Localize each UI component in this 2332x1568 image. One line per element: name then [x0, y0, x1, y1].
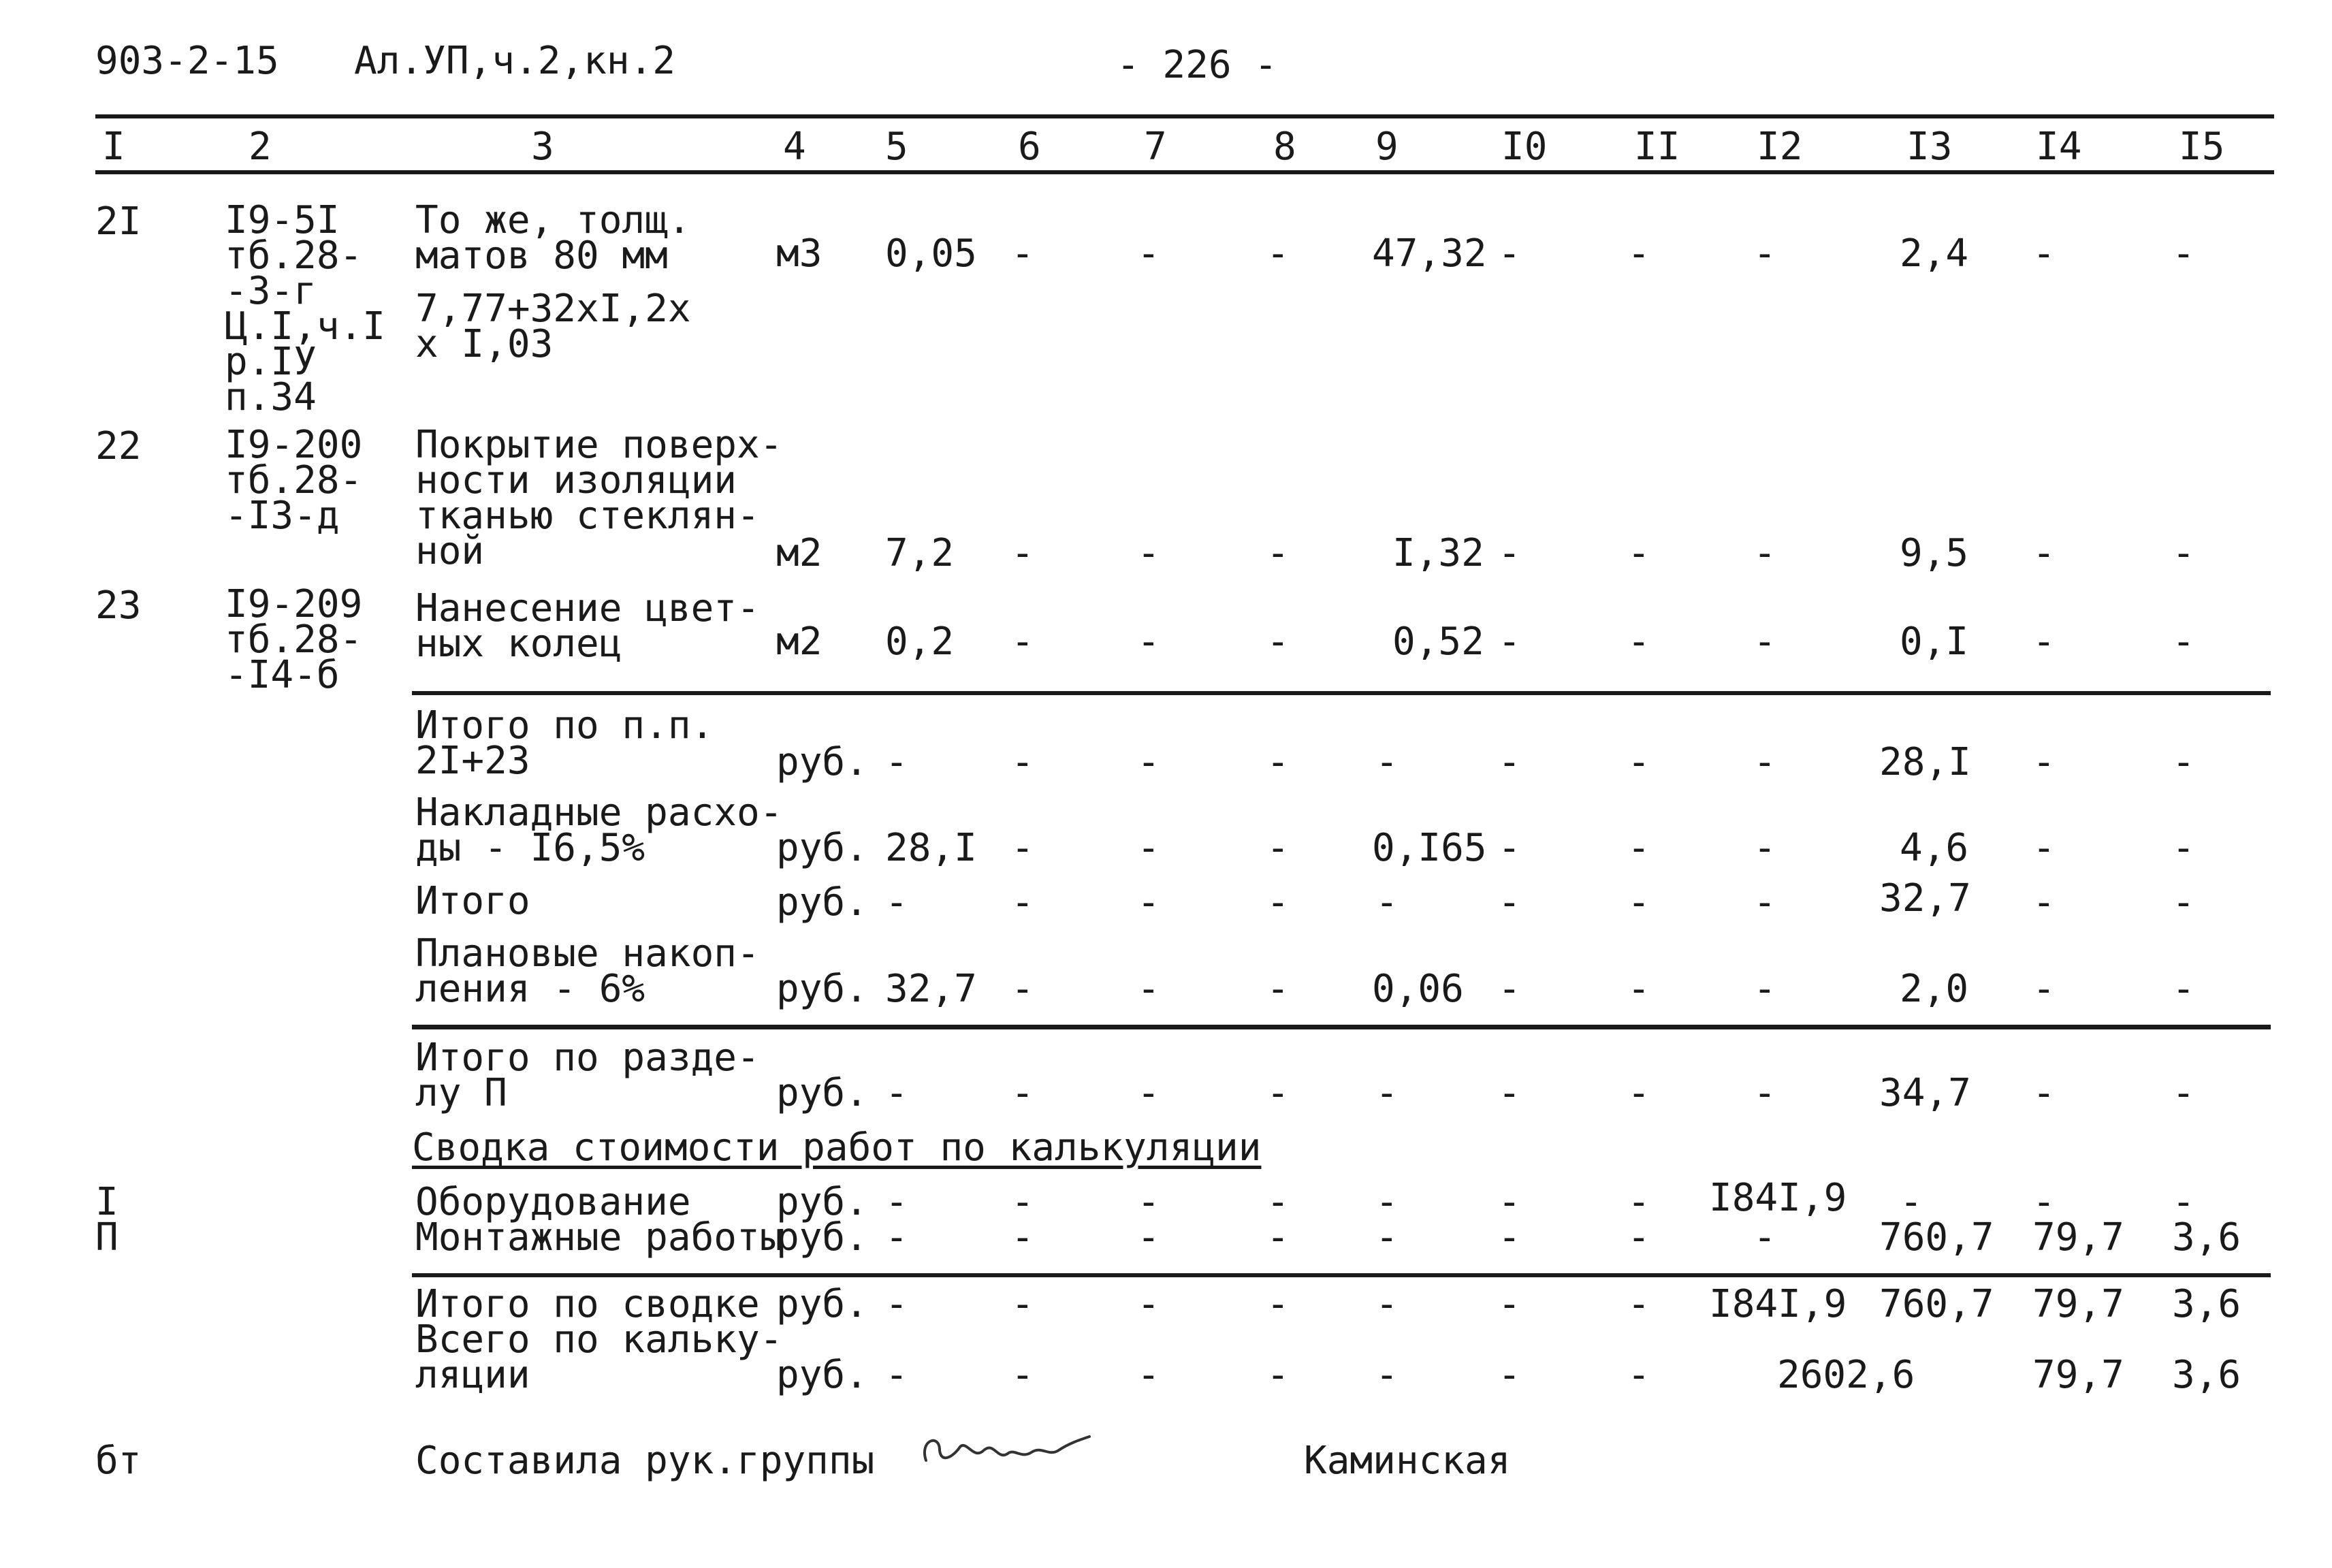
cell-c12: -: [1753, 1071, 1776, 1115]
total-label: Всего по кальку- ляции: [415, 1317, 783, 1397]
cell-c7: -: [1137, 1282, 1160, 1326]
cell-c11: -: [1627, 620, 1650, 664]
cell-c13: 4,6: [1900, 826, 1969, 870]
col-header: 5: [885, 125, 908, 169]
cell-c7: -: [1137, 531, 1160, 575]
total-label: Накладные расхо- ды - I6,5%: [415, 790, 783, 870]
cell-c15: 3,6: [2172, 1353, 2241, 1397]
footer-left-mark: бт: [95, 1439, 142, 1483]
cell-c6: -: [1011, 880, 1034, 925]
cell-c11: -: [1627, 1215, 1650, 1260]
cell-c15: 3,6: [2172, 1282, 2241, 1326]
item-number: 2I: [95, 199, 142, 244]
cell-c7: -: [1137, 1180, 1160, 1224]
col-header: 4: [783, 125, 806, 169]
cell-c12: I84I,9: [1709, 1282, 1847, 1326]
cell-c10: -: [1498, 1282, 1521, 1326]
section-rule: [412, 1025, 2271, 1029]
cell-c14: -: [2032, 531, 2056, 575]
unit: руб.: [776, 880, 868, 925]
col-header: 9: [1375, 125, 1399, 169]
cell-c13: 9,5: [1900, 531, 1969, 575]
cell-c12: -: [1753, 826, 1776, 870]
cell-c9: 0,06: [1372, 967, 1464, 1011]
cell-c6: -: [1011, 531, 1034, 575]
item-formula: 7,77+32хI,2х х I,03: [415, 287, 691, 366]
cell-c13: 760,7: [1879, 1282, 1994, 1326]
col-header: 8: [1273, 125, 1296, 169]
col-header: I4: [2036, 125, 2082, 169]
unit: руб.: [776, 1353, 868, 1397]
cell-c8: -: [1266, 1282, 1290, 1326]
cell-c7: -: [1137, 967, 1160, 1011]
cell-c5: 7,2: [885, 531, 955, 575]
cell-c7: -: [1137, 231, 1160, 276]
cell-c10: -: [1498, 1353, 1521, 1397]
compiled-by-label: Составила рук.группы: [415, 1439, 875, 1483]
unit: руб.: [776, 740, 868, 784]
cell-c8: -: [1266, 1180, 1290, 1224]
cell-c12: -: [1753, 620, 1776, 664]
top-rule: [95, 114, 2274, 118]
cell-c12: -: [1753, 231, 1776, 276]
cell-c13: 28,I: [1879, 740, 1971, 784]
cell-c5: -: [885, 880, 908, 925]
cell-c7: -: [1137, 1215, 1160, 1260]
cell-c9: 47,32: [1372, 231, 1487, 276]
unit: м3: [776, 231, 822, 276]
cell-c10: -: [1498, 1071, 1521, 1115]
cell-c10: -: [1498, 531, 1521, 575]
cell-c6: -: [1011, 740, 1034, 784]
cell-c8: -: [1266, 1215, 1290, 1260]
cell-c5: -: [885, 1180, 908, 1224]
cell-c14: 79,7: [2032, 1282, 2124, 1326]
unit: м2: [776, 620, 822, 664]
summary-label: Оборудование: [415, 1180, 691, 1224]
cell-c9: -: [1375, 1180, 1399, 1224]
total-label: Итого по п.п. 2I+23: [415, 703, 714, 783]
cell-c8: -: [1266, 620, 1290, 664]
summary-label: Монтажные работы: [415, 1215, 783, 1260]
item-number: П: [95, 1215, 118, 1260]
cell-c12: -: [1753, 1215, 1776, 1260]
item-name: Покрытие поверх- ности изоляции тканью стеклян- ной: [415, 423, 783, 573]
cell-c13: 2,0: [1900, 967, 1969, 1011]
cell-c9: -: [1375, 1215, 1399, 1260]
cell-c12: -: [1753, 531, 1776, 575]
cell-c14: -: [2032, 1071, 2056, 1115]
signature-scribble: [912, 1420, 1096, 1481]
cell-c7: -: [1137, 740, 1160, 784]
cell-c9: 0,52: [1392, 620, 1484, 664]
cell-c5: 28,I: [885, 826, 977, 870]
col-header: I0: [1501, 125, 1548, 169]
unit: руб.: [776, 826, 868, 870]
cell-c11: -: [1627, 740, 1650, 784]
cell-c14: -: [2032, 826, 2056, 870]
cell-c10: -: [1498, 740, 1521, 784]
cell-c7: -: [1137, 826, 1160, 870]
unit: руб.: [776, 1215, 868, 1260]
subtotal-rule: [412, 691, 2271, 695]
cell-c8: -: [1266, 967, 1290, 1011]
cell-c14: -: [2032, 1180, 2056, 1224]
cell-c14: -: [2032, 880, 2056, 925]
cell-c10: -: [1498, 1180, 1521, 1224]
cell-c15: -: [2172, 967, 2195, 1011]
cell-c8: -: [1266, 880, 1290, 925]
cell-c12: -: [1753, 880, 1776, 925]
cell-c7: -: [1137, 880, 1160, 925]
cell-c6: -: [1011, 967, 1034, 1011]
cell-c13: 2,4: [1900, 231, 1969, 276]
cell-c11: -: [1627, 1180, 1650, 1224]
compiler-name: Каминская: [1304, 1439, 1511, 1483]
cell-c12: I84I,9: [1709, 1176, 1847, 1220]
cell-c14: 79,7: [2032, 1215, 2124, 1260]
cell-c11: -: [1627, 1071, 1650, 1115]
cell-c14: -: [2032, 967, 2056, 1011]
cell-c15: -: [2172, 531, 2195, 575]
col-header: I: [102, 125, 125, 169]
cell-c7: -: [1137, 620, 1160, 664]
page-number: - 226 -: [1117, 43, 1278, 87]
cell-c5: 0,05: [885, 231, 977, 276]
cell-c9: I,32: [1392, 531, 1484, 575]
total-label: Итого: [415, 879, 530, 923]
cell-c15: -: [2172, 740, 2195, 784]
cell-c9: -: [1375, 1353, 1399, 1397]
cell-c10: -: [1498, 1215, 1521, 1260]
cell-c9: -: [1375, 1282, 1399, 1326]
cell-c10: -: [1498, 620, 1521, 664]
cell-c8: -: [1266, 531, 1290, 575]
cell-c5: -: [885, 740, 908, 784]
item-number: 22: [95, 424, 142, 468]
col-header: I5: [2179, 125, 2225, 169]
total-label: Итого по сводке: [415, 1282, 760, 1326]
album-ref: Ал.УП,ч.2,кн.2: [354, 39, 676, 83]
col-header: I3: [1906, 125, 1953, 169]
item-code: I9-200 тб.28- -I3-д: [225, 423, 363, 538]
cell-c10: -: [1498, 967, 1521, 1011]
cell-c11: -: [1627, 231, 1650, 276]
cell-c8: -: [1266, 826, 1290, 870]
col-header: 3: [531, 125, 554, 169]
cell-c5: -: [885, 1071, 908, 1115]
cell-c11: -: [1627, 967, 1650, 1011]
cell-c11: -: [1627, 1282, 1650, 1326]
cell-c6: -: [1011, 1071, 1034, 1115]
total-label: Плановые накоп- ления - 6%: [415, 931, 760, 1011]
cell-c6: -: [1011, 1282, 1034, 1326]
unit: руб.: [776, 967, 868, 1011]
col-header: II: [1634, 125, 1680, 169]
cell-c13: 32,7: [1879, 876, 1971, 921]
cell-c15: -: [2172, 620, 2195, 664]
cell-c15: -: [2172, 1071, 2195, 1115]
unit: руб.: [776, 1180, 868, 1224]
unit: м2: [776, 531, 822, 575]
cell-c13: 0,I: [1900, 620, 1969, 664]
doc-code: 903-2-15: [95, 39, 279, 83]
cell-c8: -: [1266, 740, 1290, 784]
cell-c8: -: [1266, 231, 1290, 276]
cell-c6: -: [1011, 1180, 1034, 1224]
header-bottom-rule: [95, 170, 2274, 174]
cell-c13: -: [1900, 1180, 1923, 1224]
cell-c15: -: [2172, 826, 2195, 870]
cell-c11: -: [1627, 531, 1650, 575]
cell-c9: -: [1375, 880, 1399, 925]
cell-c8: -: [1266, 1071, 1290, 1115]
summary-rule: [412, 1273, 2271, 1277]
col-header: 6: [1018, 125, 1041, 169]
cell-c10: -: [1498, 880, 1521, 925]
cell-c10: -: [1498, 231, 1521, 276]
unit: руб.: [776, 1282, 868, 1326]
cell-c6: -: [1011, 620, 1034, 664]
cell-c15: -: [2172, 880, 2195, 925]
cell-c8: -: [1266, 1353, 1290, 1397]
item-name: Нанесение цвет- ных колец: [415, 586, 760, 666]
cell-c6: -: [1011, 231, 1034, 276]
cell-c5: 32,7: [885, 967, 977, 1011]
item-name: То же, толщ. матов 80 мм: [415, 198, 691, 278]
cell-c6: -: [1011, 1353, 1034, 1397]
summary-title: Сводка стоимости работ по калькуляции: [412, 1125, 1262, 1170]
total-label: Итого по разде- лу П: [415, 1036, 760, 1115]
cell-c6: -: [1011, 1215, 1034, 1260]
cell-c12: -: [1753, 740, 1776, 784]
cell-c9: 0,I65: [1372, 826, 1487, 870]
item-number: 23: [95, 583, 142, 628]
cell-c12: -: [1753, 967, 1776, 1011]
col-header: 2: [249, 125, 272, 169]
cell-c9: -: [1375, 1071, 1399, 1115]
cell-c5: -: [885, 1282, 908, 1326]
cell-c13: 34,7: [1879, 1071, 1971, 1115]
cell-c15: 3,6: [2172, 1215, 2241, 1260]
cell-c7: -: [1137, 1071, 1160, 1115]
cell-c11: -: [1627, 826, 1650, 870]
cell-c6: -: [1011, 826, 1034, 870]
col-header: 7: [1144, 125, 1167, 169]
col-header: I2: [1757, 125, 1803, 169]
cell-c15: -: [2172, 231, 2195, 276]
item-code: I9-5I тб.28- -3-г Ц.I,ч.I р.IУ п.34: [225, 198, 386, 419]
cell-c14: -: [2032, 231, 2056, 276]
cell-c5: 0,2: [885, 620, 955, 664]
item-number: I: [95, 1180, 118, 1224]
cell-c11: -: [1627, 880, 1650, 925]
cell-c14: 79,7: [2032, 1353, 2124, 1397]
cell-c7: -: [1137, 1353, 1160, 1397]
unit: руб.: [776, 1071, 868, 1115]
cell-c12-13: 2602,6: [1777, 1353, 1915, 1397]
cell-c15: -: [2172, 1180, 2195, 1224]
cell-c5: -: [885, 1215, 908, 1260]
cell-c11: -: [1627, 1353, 1650, 1397]
cell-c5: -: [885, 1353, 908, 1397]
cell-c13: 760,7: [1879, 1215, 1994, 1260]
cell-c14: -: [2032, 620, 2056, 664]
cell-c9: -: [1375, 740, 1399, 784]
cell-c14: -: [2032, 740, 2056, 784]
cell-c10: -: [1498, 826, 1521, 870]
item-code: I9-209 тб.28- -I4-б: [225, 582, 363, 697]
